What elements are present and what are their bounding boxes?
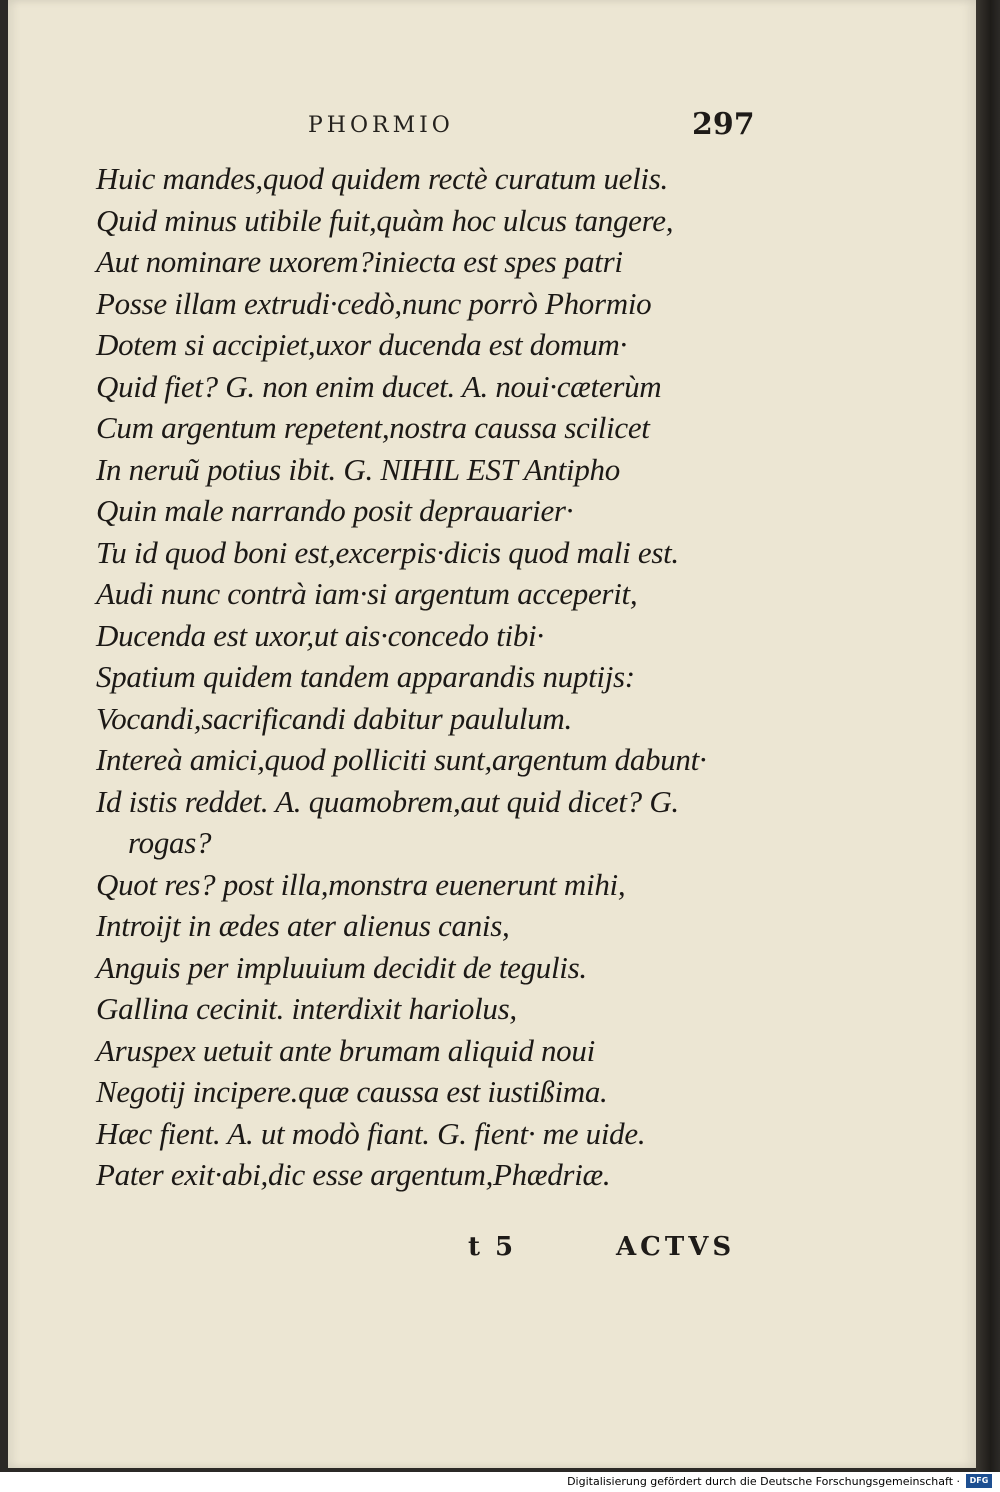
page-edge (976, 0, 1000, 1472)
verse-line: Dotem si accipiet,uxor ducenda est domum· (96, 327, 627, 362)
verse-line: Quid fiet? G. non enim ducet. A. noui·cæterùm (96, 368, 662, 404)
verse-line-continuation: rogas? (128, 825, 212, 860)
verse-line: Quin male narrando posit deprauarier· (96, 493, 574, 528)
page-number: 297 (692, 107, 755, 142)
running-title: PHORMIO (308, 113, 454, 138)
verse-line: Tu id quod boni est,excerpis·dicis quod mali est. (96, 534, 679, 570)
verse-line: Huic mandes,quod quidem rectè curatum uelis. (96, 161, 668, 196)
page-header (308, 107, 768, 149)
verse-line: Ducenda est uxor,ut ais·concedo tibi· (96, 617, 544, 653)
verse-line: Quot res? post illa,monstra euenerunt mihi, (96, 866, 626, 902)
credit-bar (0, 1472, 1000, 1492)
verse-line: Pater exit·abi,dic esse argentum,Phædriæ. (96, 1157, 611, 1192)
catchword: ACTVS (616, 1232, 736, 1262)
verse-line: Cum argentum repetent,nostra caussa scilicet (96, 410, 650, 445)
verse-line: Negotij incipere.quæ caussa est iustißima. (96, 1074, 608, 1109)
verse-line: Introijt in ædes ater alienus canis, (96, 908, 510, 943)
signature-mark: t 5 (468, 1232, 517, 1262)
verse-line: Hæc fient. A. ut modò fiant. G. fient· me uide. (96, 1115, 646, 1151)
verse-text (96, 158, 776, 1196)
verse-line: Audi nunc contrà iam·si argentum acceperit, (96, 576, 638, 611)
verse-line: Posse illam extrudi·cedò,nunc porrò Phormio (96, 285, 652, 321)
verse-line: Intereà amici,quod polliciti sunt,argentum dabunt· (96, 742, 707, 777)
verse-line: Aut nominare uxorem?iniecta est spes patri (96, 244, 623, 279)
verse-line: Id istis reddet. A. quamobrem,aut quid dicet? G. (96, 783, 679, 819)
verse-line: In neruũ potius ibit. G. NIHIL EST Antipho (96, 451, 620, 487)
book-page (8, 0, 976, 1468)
verse-line: Aruspex uetuit ante brumam aliquid noui (96, 1032, 595, 1068)
verse-line: Spatium quidem tandem apparandis nuptijs: (96, 659, 635, 694)
verse-line: Gallina cecinit. interdixit hariolus, (96, 991, 517, 1026)
dfg-logo-icon: DFG (966, 1474, 992, 1488)
verse-line: Anguis per impluuium decidit de tegulis. (96, 949, 587, 985)
verse-line: Quid minus utibile fuit,quàm hoc ulcus tangere, (96, 202, 674, 238)
digitization-credit: Digitalisierung gefördert durch die Deutsche Forschungsgemeinschaft · (567, 1475, 960, 1488)
verse-line: Vocandi,sacrificandi dabitur paululum. (96, 700, 572, 736)
page-footer (468, 1232, 788, 1272)
